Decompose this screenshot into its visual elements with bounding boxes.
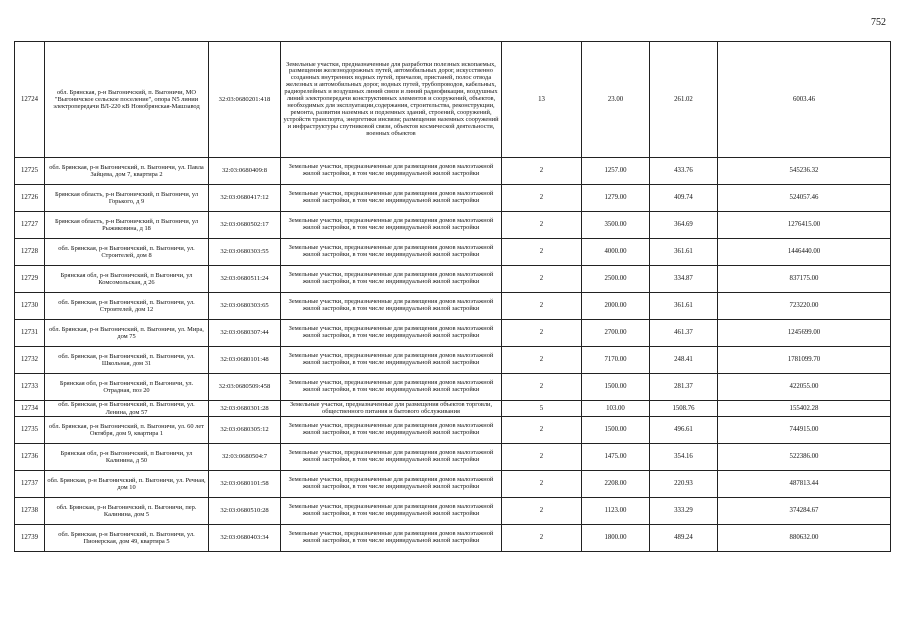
land-use-cell: Земельные участки, предназначенные для размещения домов малоэтажной жилой застройки, в том числе индивидуальной жилой застройки	[281, 374, 502, 401]
table-row	[15, 417, 891, 444]
row-number: 12736	[15, 444, 45, 471]
cadastral-value-cell: 837175.00	[718, 266, 891, 293]
use-group-cell: 2	[502, 239, 582, 266]
table-row	[15, 320, 891, 347]
table-row	[15, 212, 891, 239]
area-cell: 2500.00	[582, 266, 650, 293]
area-cell: 1500.00	[582, 374, 650, 401]
address-cell: Брянская обл, р-н Выгоничский, п Выгоничи, ул Комсомольская, д 26	[45, 266, 209, 293]
table-row	[15, 471, 891, 498]
address-cell: обл. Брянская, р-н Выгоничский, п. Выгоничи, ул. Школьная, дом 31	[45, 347, 209, 374]
area-cell: 1257.00	[582, 158, 650, 185]
table-row	[15, 42, 891, 158]
area-cell: 2000.00	[582, 293, 650, 320]
land-use-cell: Земельные участки, предназначенные для размещения домов малоэтажной жилой застройки, в том числе индивидуальной жилой застройки	[281, 158, 502, 185]
use-group-cell: 2	[502, 266, 582, 293]
table-row	[15, 293, 891, 320]
area-cell: 103.00	[582, 401, 650, 417]
row-number: 12734	[15, 401, 45, 417]
land-use-cell: Земельные участки, предназначенные для разработки полезных ископаемых, размещения железнодорожных путей, автомобильных дорог, искусственно созданных внутренних водных путей, причалов, пристаней, полос отвода железных и автомобильных дорог, водных путей, трубопроводов, кабельных, радиорелейных и воздушных линий связи и линий радиофикации, воздушных линий электропередачи конструктивных элементов и сооружений, объектов, необходимых для эксплуатации,содержания, строительства, реконструкции, ремонта, развития наземных и подземных зданий, строений, сооружений, устройств транспорта, энергетики инсвязи; размещения наземных сооружений и инфраструктуры спутниковой связи, объектов космической деятельности, военных объектов	[281, 42, 502, 158]
specific-value-cell: 489.24	[650, 525, 718, 552]
cadastral-value-cell: 374284.67	[718, 498, 891, 525]
land-use-cell: Земельные участки, предназначенные для размещения объектов торговли, общественного питания и бытового обслуживания	[281, 401, 502, 417]
land-use-cell: Земельные участки, предназначенные для размещения домов малоэтажной жилой застройки, в том числе индивидуальной жилой застройки	[281, 471, 502, 498]
use-group-cell: 13	[502, 42, 582, 158]
address-cell: обл. Брянская, р-н Выгоничский, п. Выгоничи, пер. Калинина, дом 5	[45, 498, 209, 525]
specific-value-cell: 334.87	[650, 266, 718, 293]
area-cell: 1279.00	[582, 185, 650, 212]
use-group-cell: 2	[502, 185, 582, 212]
land-use-cell: Земельные участки, предназначенные для размещения домов малоэтажной жилой застройки, в том числе индивидуальной жилой застройки	[281, 293, 502, 320]
specific-value-cell: 1508.76	[650, 401, 718, 417]
cadastral-number-cell: 32:03:0680101:48	[209, 347, 281, 374]
table-row	[15, 158, 891, 185]
cadastral-value-cell: 1276415.00	[718, 212, 891, 239]
use-group-cell: 2	[502, 417, 582, 444]
area-cell: 23.00	[582, 42, 650, 158]
cadastral-number-cell: 32:03:0680510:28	[209, 498, 281, 525]
table-row	[15, 401, 891, 417]
cadastral-value-cell: 1446440.00	[718, 239, 891, 266]
row-number: 12735	[15, 417, 45, 444]
area-cell: 7170.00	[582, 347, 650, 374]
cadastral-value-cell: 422055.00	[718, 374, 891, 401]
use-group-cell: 2	[502, 320, 582, 347]
use-group-cell: 2	[502, 293, 582, 320]
table-row	[15, 347, 891, 374]
land-use-cell: Земельные участки, предназначенные для размещения домов малоэтажной жилой застройки, в том числе индивидуальной жилой застройки	[281, 266, 502, 293]
land-use-cell: Земельные участки, предназначенные для размещения домов малоэтажной жилой застройки, в том числе индивидуальной жилой застройки	[281, 185, 502, 212]
use-group-cell: 2	[502, 212, 582, 239]
specific-value-cell: 461.37	[650, 320, 718, 347]
row-number: 12737	[15, 471, 45, 498]
area-cell: 2208.00	[582, 471, 650, 498]
cadastral-value-cell: 6003.46	[718, 42, 891, 158]
row-number: 12732	[15, 347, 45, 374]
cadastral-value-cell: 880632.00	[718, 525, 891, 552]
area-cell: 4000.00	[582, 239, 650, 266]
land-use-cell: Земельные участки, предназначенные для размещения домов малоэтажной жилой застройки, в том числе индивидуальной жилой застройки	[281, 320, 502, 347]
area-cell: 2700.00	[582, 320, 650, 347]
table-row	[15, 374, 891, 401]
address-cell: обл. Брянская, р-н Выгоничский, п. Выгоничи, ул. Пионерская, дом 49, квартира 5	[45, 525, 209, 552]
table-row	[15, 185, 891, 212]
address-cell: обл. Брянская, р-н Выгоничский, п. Выгоничи, ул. Строителей, дом 12	[45, 293, 209, 320]
cadastral-value-cell: 522386.00	[718, 444, 891, 471]
row-number: 12724	[15, 42, 45, 158]
specific-value-cell: 361.61	[650, 239, 718, 266]
address-cell: обл. Брянская, р-н Выгоничский, п. Выгоничи, ул. Ленина, дом 57	[45, 401, 209, 417]
specific-value-cell: 281.37	[650, 374, 718, 401]
specific-value-cell: 364.69	[650, 212, 718, 239]
cadastral-number-cell: 32:03:0680307:44	[209, 320, 281, 347]
cadastral-value-table	[14, 41, 891, 552]
land-use-cell: Земельные участки, предназначенные для размещения домов малоэтажной жилой застройки, в том числе индивидуальной жилой застройки	[281, 498, 502, 525]
address-cell: обл. Брянская, р-н Выгоничский, п. Выгоничи, ул. Строителей, дом 8	[45, 239, 209, 266]
address-cell: Брянская область, р-н Выгоничский, п Выгоничи, ул Рыжиковина, д 18	[45, 212, 209, 239]
specific-value-cell: 354.16	[650, 444, 718, 471]
row-number: 12731	[15, 320, 45, 347]
cadastral-number-cell: 32:03:0680305:12	[209, 417, 281, 444]
land-use-cell: Земельные участки, предназначенные для размещения домов малоэтажной жилой застройки, в том числе индивидуальной жилой застройки	[281, 417, 502, 444]
use-group-cell: 2	[502, 471, 582, 498]
specific-value-cell: 333.29	[650, 498, 718, 525]
row-number: 12730	[15, 293, 45, 320]
cadastral-value-cell: 524057.46	[718, 185, 891, 212]
address-cell: обл. Брянская, р-н Выгоничский, п. Выгоничи, ул. Павла Зайцева, дом 7, квартира 2	[45, 158, 209, 185]
specific-value-cell: 409.74	[650, 185, 718, 212]
cadastral-number-cell: 32:03:0680303:65	[209, 293, 281, 320]
row-number: 12725	[15, 158, 45, 185]
address-cell: Брянская область, р-н Выгоничский, п Выгоничи, ул Горького, д 9	[45, 185, 209, 212]
address-cell: обл. Брянская, р-н Выгоничский, п. Выгоничи, ул. 60 лет Октября, дом 9, квартира 1	[45, 417, 209, 444]
cadastral-value-cell: 723220.00	[718, 293, 891, 320]
row-number: 12727	[15, 212, 45, 239]
specific-value-cell: 248.41	[650, 347, 718, 374]
cadastral-number-cell: 32:03:0680201:418	[209, 42, 281, 158]
cadastral-number-cell: 32:03:0680303:55	[209, 239, 281, 266]
cadastral-number-cell: 32:03:0680301:28	[209, 401, 281, 417]
cadastral-number-cell: 32:03:0680409:8	[209, 158, 281, 185]
land-use-cell: Земельные участки, предназначенные для размещения домов малоэтажной жилой застройки, в том числе индивидуальной жилой застройки	[281, 212, 502, 239]
table-row	[15, 266, 891, 293]
table-row	[15, 525, 891, 552]
cadastral-number-cell: 32:03:0680403:34	[209, 525, 281, 552]
address-cell: Брянская обл, р-н Выгоничский, п Выгоничи, ул Калинина, д 50	[45, 444, 209, 471]
area-cell: 1475.00	[582, 444, 650, 471]
row-number: 12738	[15, 498, 45, 525]
area-cell: 1800.00	[582, 525, 650, 552]
cadastral-number-cell: 32:03:0680417:12	[209, 185, 281, 212]
cadastral-value-cell: 545236.32	[718, 158, 891, 185]
table-row	[15, 239, 891, 266]
cadastral-number-cell: 32:03:0680101:58	[209, 471, 281, 498]
land-use-cell: Земельные участки, предназначенные для размещения домов малоэтажной жилой застройки, в том числе индивидуальной жилой застройки	[281, 444, 502, 471]
specific-value-cell: 496.61	[650, 417, 718, 444]
cadastral-number-cell: 32:03:0680511:24	[209, 266, 281, 293]
row-number: 12726	[15, 185, 45, 212]
cadastral-number-cell: 32:03:0680502:17	[209, 212, 281, 239]
row-number: 12729	[15, 266, 45, 293]
land-use-cell: Земельные участки, предназначенные для размещения домов малоэтажной жилой застройки, в том числе индивидуальной жилой застройки	[281, 347, 502, 374]
address-cell: Брянская обл, р-н Выгоничский, п Выгоничи, ул. Отрадная, поз 20	[45, 374, 209, 401]
area-cell: 1500.00	[582, 417, 650, 444]
row-number: 12733	[15, 374, 45, 401]
cadastral-number-cell: 32:03:0680509:458	[209, 374, 281, 401]
land-use-cell: Земельные участки, предназначенные для размещения домов малоэтажной жилой застройки, в том числе индивидуальной жилой застройки	[281, 239, 502, 266]
table-row	[15, 444, 891, 471]
cadastral-value-cell: 1245699.00	[718, 320, 891, 347]
specific-value-cell: 261.02	[650, 42, 718, 158]
specific-value-cell: 361.61	[650, 293, 718, 320]
page-number: 752	[871, 17, 886, 28]
cadastral-value-cell: 744915.00	[718, 417, 891, 444]
use-group-cell: 2	[502, 347, 582, 374]
area-cell: 1123.00	[582, 498, 650, 525]
area-cell: 3500.00	[582, 212, 650, 239]
specific-value-cell: 433.76	[650, 158, 718, 185]
land-use-cell: Земельные участки, предназначенные для размещения домов малоэтажной жилой застройки, в том числе индивидуальной жилой застройки	[281, 525, 502, 552]
cadastral-value-cell: 155402.28	[718, 401, 891, 417]
table-row	[15, 498, 891, 525]
use-group-cell: 2	[502, 158, 582, 185]
address-cell: обл. Брянская, р-н Выгоничский, п. Выгоничи, ул. Мира, дом 75	[45, 320, 209, 347]
row-number: 12728	[15, 239, 45, 266]
cadastral-value-cell: 487813.44	[718, 471, 891, 498]
row-number: 12739	[15, 525, 45, 552]
specific-value-cell: 220.93	[650, 471, 718, 498]
address-cell: обл. Брянская, р-н Выгоничский, п. Выгоничи, МО "Выгоничское сельское поселение", опора N5 линии электропередачи ВЛ-220 кВ Новобрянская-Машзавод	[45, 42, 209, 158]
cadastral-number-cell: 32:03:0680504:7	[209, 444, 281, 471]
use-group-cell: 2	[502, 525, 582, 552]
use-group-cell: 2	[502, 498, 582, 525]
address-cell: обл. Брянская, р-н Выгоничский, п. Выгоничи, ул. Речная, дом 10	[45, 471, 209, 498]
use-group-cell: 5	[502, 401, 582, 417]
use-group-cell: 2	[502, 444, 582, 471]
use-group-cell: 2	[502, 374, 582, 401]
cadastral-value-cell: 1781099.70	[718, 347, 891, 374]
